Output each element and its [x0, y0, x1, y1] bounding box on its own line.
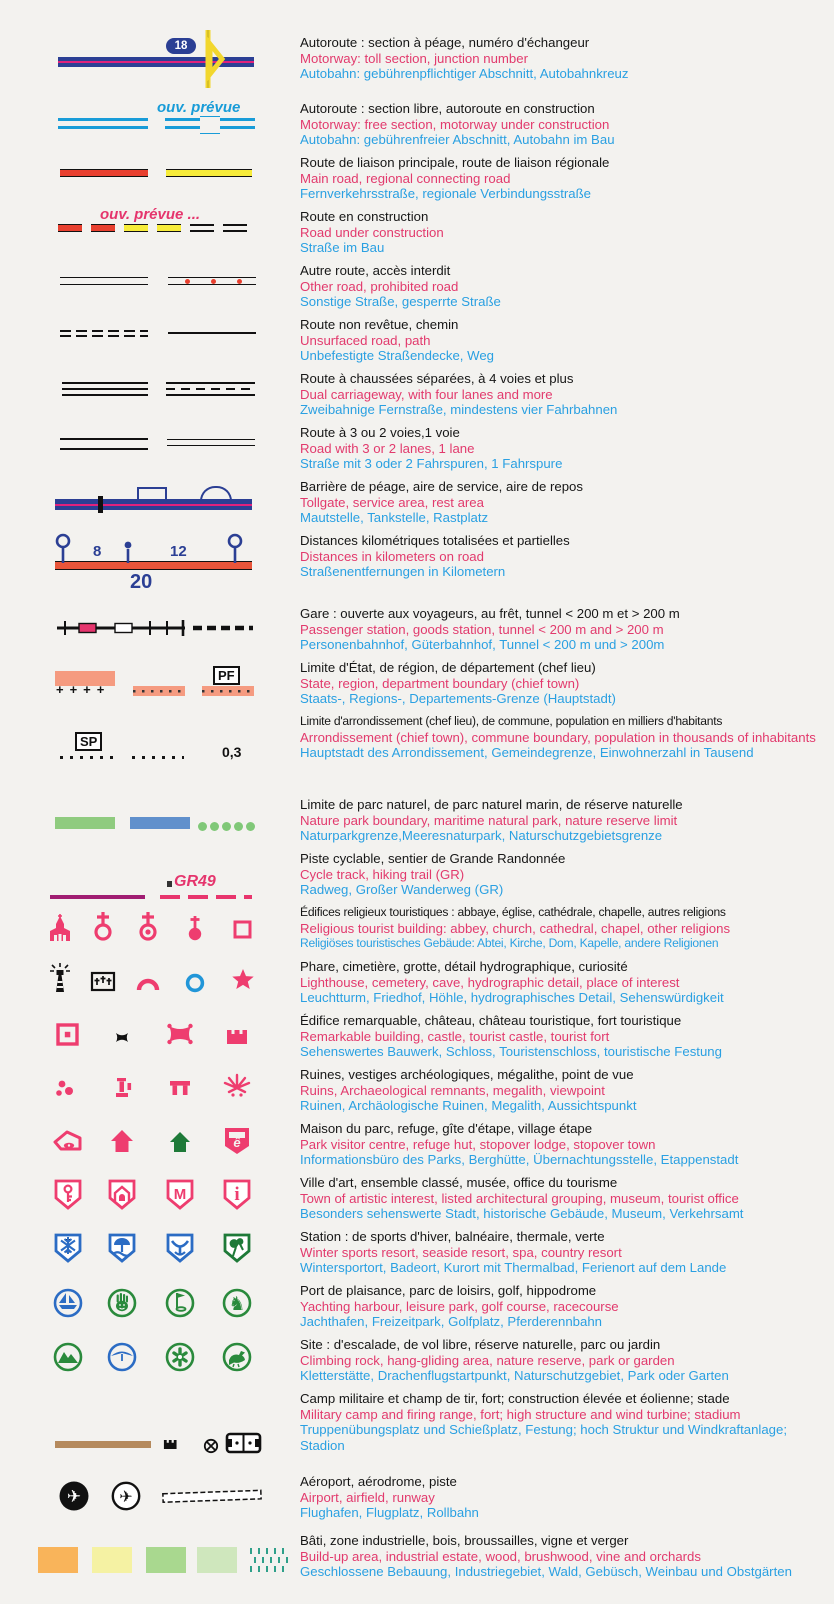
label-fr: Route à 3 ou 2 voies,1 voie [300, 425, 460, 440]
legend-text [300, 1533, 834, 1580]
opening-planned-dots-label: ouv. prévue ... [100, 206, 201, 223]
legend-text [300, 1391, 834, 1453]
label-fr: Limite de parc naturel, de parc naturel marin, de réserve naturelle [300, 797, 683, 812]
symbol-castles [0, 1013, 300, 1060]
legend-row-railway [0, 606, 834, 653]
tollgate-bar [98, 496, 103, 513]
viewpoint-icon [220, 1070, 254, 1106]
legend-row-arrondissement [0, 714, 834, 790]
red-dash [58, 224, 82, 232]
label-de: Fernverkehrsstraße, regionale Verbindungsstraße [300, 186, 592, 202]
label-fr: Barrière de péage, aire de service, aire de repos [300, 479, 583, 494]
partial-distance-label: 8 [93, 543, 102, 560]
ruins-icon [51, 1071, 85, 1107]
legend-text [300, 714, 834, 761]
spa-resort-shield-icon [163, 1231, 197, 1267]
label-fr: Phare, cimetière, grotte, détail hydrographique, curiosité [300, 959, 628, 974]
dashed-centerline [166, 388, 255, 390]
free-motorway-line [58, 118, 148, 129]
legend-row-other-road [0, 263, 834, 310]
legend-row-tollgate [0, 479, 834, 526]
remarkable-building-icon [51, 1016, 85, 1052]
legend-text [300, 1067, 834, 1114]
label-fr: Site : d'escalade, de vol libre, réserve naturelle, parc ou jardin [300, 1337, 661, 1352]
stadium-icon [224, 1429, 264, 1457]
legend-row-sites [0, 1337, 834, 1384]
other-religion-icon [226, 911, 260, 947]
label-de: Autobahn: gebührenpflichtiger Abschnitt, Autobahnkreuz [300, 66, 629, 82]
legend-row-main-road [0, 155, 834, 202]
museum-letter: M [173, 1186, 187, 1203]
label-en: State, region, department boundary (chief town) [300, 675, 580, 691]
railway-line-icon [55, 618, 255, 638]
prohibited-dot [237, 279, 242, 284]
symbol-unsurfaced [0, 317, 300, 364]
country-resort-shield-icon [220, 1231, 254, 1267]
legend-text [300, 317, 834, 364]
regional-road-line [166, 169, 252, 177]
reserve-dots [198, 818, 256, 836]
label-en: Remarkable building, castle, tourist castle, tourist fort [300, 1028, 610, 1044]
symbol-state-boundary [0, 660, 300, 707]
label-fr: Port de plaisance, parc de loisirs, golf, hippodrome [300, 1283, 597, 1298]
label-fr: Autre route, accès interdit [300, 263, 451, 278]
label-de: Flughafen, Flugplatz, Rollbahn [300, 1505, 479, 1521]
vine-orchard-swatch [247, 1547, 291, 1575]
symbol-motorway-free [0, 101, 300, 148]
prohibited-dot [211, 279, 216, 284]
label-en: Military camp and firing range, fort; high structure and wind turbine; stadium [300, 1406, 741, 1422]
arrondissement-boundary-line [60, 756, 118, 759]
legend-row-state-boundary [0, 660, 834, 707]
legend-text [300, 371, 834, 418]
castle-icon [105, 1019, 139, 1055]
yellow-dash [124, 224, 148, 232]
line [166, 394, 255, 396]
legend-row-lighthouse [0, 959, 834, 1006]
label-de: Ruinen, Archäologische Ruinen, Megalith, Aussichtspunkt [300, 1098, 637, 1114]
label-en: Cycle track, hiking trail (GR) [300, 866, 465, 882]
legend-row-ruins [0, 1067, 834, 1114]
label-en: Distances in kilometers on road [300, 548, 484, 564]
chapel-icon [178, 910, 212, 946]
label-en: Airport, airfield, runway [300, 1489, 435, 1505]
legend-text [300, 209, 834, 256]
seaside-resort-shield-icon [105, 1231, 139, 1267]
legend-text [300, 425, 834, 472]
label-de: Straße im Bau [300, 240, 385, 256]
legend-row-art-town [0, 1175, 834, 1222]
cathedral-icon [131, 909, 165, 945]
symbol-sites [0, 1337, 300, 1384]
cemetery-icon [86, 963, 120, 999]
legend-text [300, 905, 834, 952]
wind-turbine-icon [196, 1433, 226, 1463]
legend-text [300, 155, 834, 202]
commune-boundary-line [132, 756, 184, 759]
nature-reserve-icon [163, 1339, 197, 1375]
line [62, 382, 148, 384]
cave-icon [131, 965, 165, 1001]
airplane-glyph: ✈ [119, 1489, 133, 1506]
label-fr: Autoroute : section libre, autoroute en construction [300, 101, 595, 116]
listed-grouping-shield-icon [105, 1177, 139, 1213]
label-en: Passenger station, goods station, tunnel < 200 m and > 200 m [300, 621, 664, 637]
black-dash [223, 224, 247, 232]
label-fr: Édifice remarquable, château, château touristique, fort touristique [300, 1013, 682, 1028]
tourist-castle-icon [163, 1015, 197, 1051]
label-en: Park visitor centre, refuge hut, stopover lodge, stopover town [300, 1136, 656, 1152]
label-de: Wintersportort, Badeort, Kurort mit Thermalbad, Ferienort auf dem Lande [300, 1260, 727, 1276]
label-en: Winter sports resort, seaside resort, spa, country resort [300, 1244, 622, 1260]
gr-trail-line [160, 895, 252, 899]
legend-row-castles [0, 1013, 834, 1060]
department-boundary-band [202, 686, 254, 696]
population-label: 0,3 [222, 744, 242, 760]
refuge-hut-icon [105, 1125, 139, 1161]
abbey-icon [43, 911, 77, 947]
other-road-line [60, 277, 148, 285]
winter-sports-shield-icon [51, 1231, 85, 1267]
legend-row-motorway-toll [0, 30, 834, 94]
label-en: Yachting harbour, leisure park, golf course, racecourse [300, 1298, 619, 1314]
label-de: Jachthafen, Freizeitpark, Golfplatz, Pferderennbahn [300, 1314, 603, 1330]
park-visitor-centre-icon [51, 1125, 85, 1161]
legend-row-road-construction [0, 206, 834, 256]
yachting-harbour-icon [51, 1285, 85, 1321]
unsurfaced-line-bottom [60, 335, 148, 337]
unsurfaced-line-top [60, 330, 148, 332]
park-garden-bird-icon [220, 1339, 254, 1375]
opening-planned-label: ouv. prévue [157, 99, 241, 116]
legend-row-distances [0, 533, 834, 599]
climbing-rock-icon [51, 1339, 85, 1375]
label-fr: Station : de sports d'hiver, balnéaire, thermale, verte [300, 1229, 605, 1244]
label-fr: Édifices religieux touristiques : abbaye, église, cathédrale, chapelle, autres religions [300, 905, 726, 919]
military-boundary-line [55, 1441, 151, 1448]
rest-area-icon [200, 486, 232, 502]
black-dash [190, 224, 214, 232]
tourist-office-shield-icon [220, 1177, 254, 1213]
gr-trail-label: GR49 [174, 873, 216, 890]
legend-text [300, 263, 834, 310]
symbol-park-boundary [0, 797, 300, 844]
town-of-art-key-shield-icon [51, 1177, 85, 1213]
label-en: Motorway: toll section, junction number [300, 50, 528, 66]
marine-park-band [130, 817, 190, 829]
label-de: Naturparkgrenze,Meeresnaturpark, Naturschutzgebietsgrenze [300, 828, 663, 844]
legend-text [300, 660, 834, 707]
label-fr: Autoroute : section à péage, numéro d'échangeur [300, 35, 590, 50]
legend-text [300, 1229, 834, 1276]
line [62, 388, 148, 390]
symbol-main-road [0, 155, 300, 202]
label-fr: Bâti, zone industrielle, bois, broussailles, vigne et verger [300, 1533, 629, 1548]
legend-text [300, 959, 834, 1006]
legend-row-dual-carriageway [0, 371, 834, 418]
legend-text [300, 606, 834, 653]
label-fr: Limite d'arrondissement (chef lieu), de commune, population en milliers d'habitants [300, 714, 723, 728]
legend-text [300, 533, 834, 580]
info-letter: i [234, 1184, 240, 1205]
legend-row-landuse [0, 1533, 834, 1580]
fort-icon [158, 1431, 188, 1461]
label-en: Tollgate, service area, rest area [300, 494, 484, 510]
legend-text [300, 1013, 834, 1060]
label-en: Road under construction [300, 224, 444, 240]
label-fr: Route en construction [300, 209, 429, 224]
legend-text [300, 1474, 834, 1521]
symbol-religious [0, 905, 300, 952]
symbol-railway [0, 606, 300, 653]
label-de: Sonstige Straße, gesperrte Straße [300, 294, 501, 310]
legend-row-gr-trail [0, 851, 834, 898]
label-de: Radweg, Großer Wanderweg (GR) [300, 882, 504, 898]
symbol-other-road [0, 263, 300, 310]
hiker-mark [167, 881, 172, 887]
legend-row-resorts [0, 1229, 834, 1276]
label-fr: Distances kilométriques totalisées et partielles [300, 533, 570, 548]
stopover-lodge-icon [163, 1126, 197, 1162]
symbol-resorts [0, 1229, 300, 1276]
legend-row-park-house [0, 1121, 834, 1168]
legend-text [300, 30, 834, 82]
label-de: Autobahn: gebührenfreier Abschnitt, Autobahn im Bau [300, 132, 615, 148]
total-distance-label: 20 [130, 571, 153, 593]
legend-text [300, 479, 834, 526]
prohibited-dot [185, 279, 190, 284]
symbol-art-town [0, 1175, 300, 1222]
nature-park-band [55, 817, 115, 829]
narrow-road-line [167, 439, 255, 446]
label-de: Religiöses touristisches Gebäude: Abtei, Kirche, Dom, Kapelle, andere Religionen [300, 936, 719, 951]
main-road-line [60, 169, 148, 177]
symbol-military [0, 1391, 300, 1465]
symbol-lighthouse-row [0, 959, 300, 1006]
place-of-interest-star-icon [226, 962, 260, 998]
symbol-dual-carriageway [0, 371, 300, 418]
label-fr: Maison du parc, refuge, gîte d'étape, village étape [300, 1121, 593, 1136]
label-fr: Ville d'art, ensemble classé, musée, office du tourisme [300, 1175, 618, 1190]
label-en: Religious tourist building: abbey, church, cathedral, chapel, other religions [300, 920, 731, 936]
legend-row-motorway-free [0, 101, 834, 148]
label-de: Unbefestigte Straßendecke, Weg [300, 348, 495, 364]
hang-gliding-icon [105, 1339, 139, 1375]
symbol-park-house [0, 1121, 300, 1168]
label-en: Other road, prohibited road [300, 278, 459, 294]
stopover-town-icon [220, 1123, 254, 1159]
symbol-distances [0, 533, 300, 597]
label-en: Nature park boundary, maritime natural park, nature reserve limit [300, 812, 678, 828]
yellow-dash [157, 224, 181, 232]
label-fr: Aéroport, aérodrome, piste [300, 1474, 457, 1489]
region-boundary-band [133, 686, 185, 696]
label-de: Truppenübungsplatz und Schießplatz, Festung; hoch Struktur und Windkraftanlage; Stadion [300, 1422, 788, 1453]
label-en: Dual carriageway, with four lanes and more [300, 386, 553, 402]
tourist-fort-icon [220, 1017, 254, 1053]
symbol-ruins [0, 1067, 300, 1114]
label-fr: Route de liaison principale, route de liaison régionale [300, 155, 610, 170]
wide-road-line [60, 438, 148, 450]
path-line [168, 332, 256, 334]
line [62, 394, 148, 396]
symbol-road-construction [0, 206, 300, 256]
symbol-arrondissement [0, 714, 300, 788]
museum-shield-icon [163, 1177, 197, 1213]
airplane-glyph: ✈ [66, 1487, 82, 1506]
legend-text [300, 1175, 834, 1222]
symbol-lanes [0, 425, 300, 472]
legend-row-military [0, 1391, 834, 1467]
label-en: Motorway: free section, motorway under construction [300, 116, 610, 132]
subprefecture-label: SP [75, 732, 102, 751]
legend-row-airport [0, 1474, 834, 1526]
legend-row-leisure [0, 1283, 834, 1330]
legend-row-religious [0, 905, 834, 952]
label-de: Informationsbüro des Parks, Berghütte, Übernachtungsstelle, Etappenstadt [300, 1152, 739, 1168]
airport-icon [56, 1478, 92, 1514]
label-de: Staats-, Regions-, Departements-Grenze (Hauptstadt) [300, 691, 616, 707]
label-fr: Ruines, vestiges archéologiques, mégalithe, point de vue [300, 1067, 634, 1082]
junction-number-badge: 18 [166, 38, 196, 54]
label-en: Ruins, Archaeological remnants, megalith, viewpoint [300, 1082, 605, 1098]
wood-swatch [146, 1547, 186, 1573]
label-en: Unsurfaced road, path [300, 332, 431, 348]
leisure-park-icon [105, 1285, 139, 1321]
partial-distance-label: 12 [170, 543, 187, 560]
symbol-airport [0, 1474, 300, 1524]
label-en: Main road, regional connecting road [300, 170, 511, 186]
runway-icon [158, 1484, 268, 1510]
label-de: Leuchtturm, Friedhof, Höhle, hydrographisches Detail, Sehenswürdigkeit [300, 990, 724, 1006]
label-en: Lighthouse, cemetery, cave, hydrographic detail, place of interest [300, 974, 680, 990]
label-de: Zweibahnige Fernstraße, mindestens vier Fahrbahnen [300, 402, 618, 418]
symbol-landuse [0, 1533, 300, 1580]
etape-letter: ê [233, 1135, 241, 1150]
label-de: Mautstelle, Tankstelle, Rastplatz [300, 510, 489, 526]
label-de: Sehenswertes Bauwerk, Schloss, Touristenschloss, touristische Festung [300, 1044, 722, 1060]
label-fr: Gare : ouverte aux voyageurs, au frêt, tunnel < 200 m et > 200 m [300, 606, 680, 621]
label-en: Climbing rock, hang-gliding area, nature reserve, park or garden [300, 1352, 675, 1368]
label-fr: Limite d'État, de région, de département (chef lieu) [300, 660, 596, 675]
symbol-leisure [0, 1283, 300, 1330]
airfield-icon [108, 1478, 144, 1514]
legend-row-unsurfaced [0, 317, 834, 364]
racecourse-icon [220, 1285, 254, 1321]
label-en: Build-up area, industrial estate, wood, brushwood, vine and orchards [300, 1548, 701, 1564]
archaeological-icon [105, 1071, 139, 1107]
label-de: Hauptstadt des Arrondissement, Gemeindegrenze, Einwohnerzahl in Tausend [300, 745, 754, 761]
label-de: Straßenentfernungen in Kilometern [300, 564, 506, 580]
symbol-motorway-toll [0, 30, 300, 92]
legend-text [300, 1337, 834, 1384]
label-fr: Camp militaire et champ de tir, fort; construction élevée et éolienne; stade [300, 1391, 730, 1406]
label-de: Personenbahnhof, Güterbahnhof, Tunnel < 200 m und > 200m [300, 637, 665, 653]
label-fr: Piste cyclable, sentier de Grande Randonnée [300, 851, 566, 866]
industrial-swatch [92, 1547, 132, 1573]
label-de: Geschlossene Bebauung, Industriegebiet, Wald, Gebüsch, Weinbau und Obstgärten [300, 1564, 792, 1580]
label-en: Town of artistic interest, listed architectural grouping, museum, tourist office [300, 1190, 739, 1206]
builtup-swatch [38, 1547, 78, 1573]
megalith-icon [163, 1071, 197, 1107]
horse-glyph: ♞ [228, 1294, 246, 1315]
legend-text [300, 1283, 834, 1330]
legend-text [300, 1121, 834, 1168]
label-de: Besonders sehenswerte Stadt, historische Gebäude, Museum, Verkehrsamt [300, 1206, 744, 1222]
legend-row-park-boundary [0, 797, 834, 844]
line [166, 382, 255, 384]
legend-text [300, 851, 834, 898]
construction-gap [200, 116, 220, 134]
label-fr: Route non revêtue, chemin [300, 317, 459, 332]
lighthouse-icon [43, 961, 77, 997]
label-en: Arrondissement (chief town), commune boundary, population in thousands of inhabitants [300, 729, 816, 745]
prefecture-label: PF [213, 666, 240, 685]
construction-dashes [58, 224, 247, 242]
red-dash [91, 224, 115, 232]
label-en: Road with 3 or 2 lanes, 1 lane [300, 440, 475, 456]
golf-course-icon [163, 1285, 197, 1321]
brushwood-swatch [197, 1547, 237, 1573]
symbol-gr-trail [0, 851, 300, 898]
legend-row-lanes [0, 425, 834, 472]
service-area-icon [137, 487, 167, 501]
legend-text [300, 797, 834, 844]
label-de: Kletterstätte, Drachenflugstartpunkt, Naturschutzgebiet, Park oder Garten [300, 1368, 729, 1384]
label-fr: Route à chaussées séparées, à 4 voies et plus [300, 371, 574, 386]
label-de: Straße mit 3 oder 2 Fahrspuren, 1 Fahrspure [300, 456, 563, 472]
distance-markers-icon [56, 533, 256, 567]
church-icon [86, 909, 120, 945]
legend-text [300, 101, 834, 148]
state-boundary-crosses: ++++ [56, 682, 111, 697]
interchange-icon [198, 28, 226, 90]
symbol-tollgate [0, 479, 300, 526]
hydrographic-icon [178, 964, 212, 1000]
cycle-track-line [50, 895, 145, 899]
